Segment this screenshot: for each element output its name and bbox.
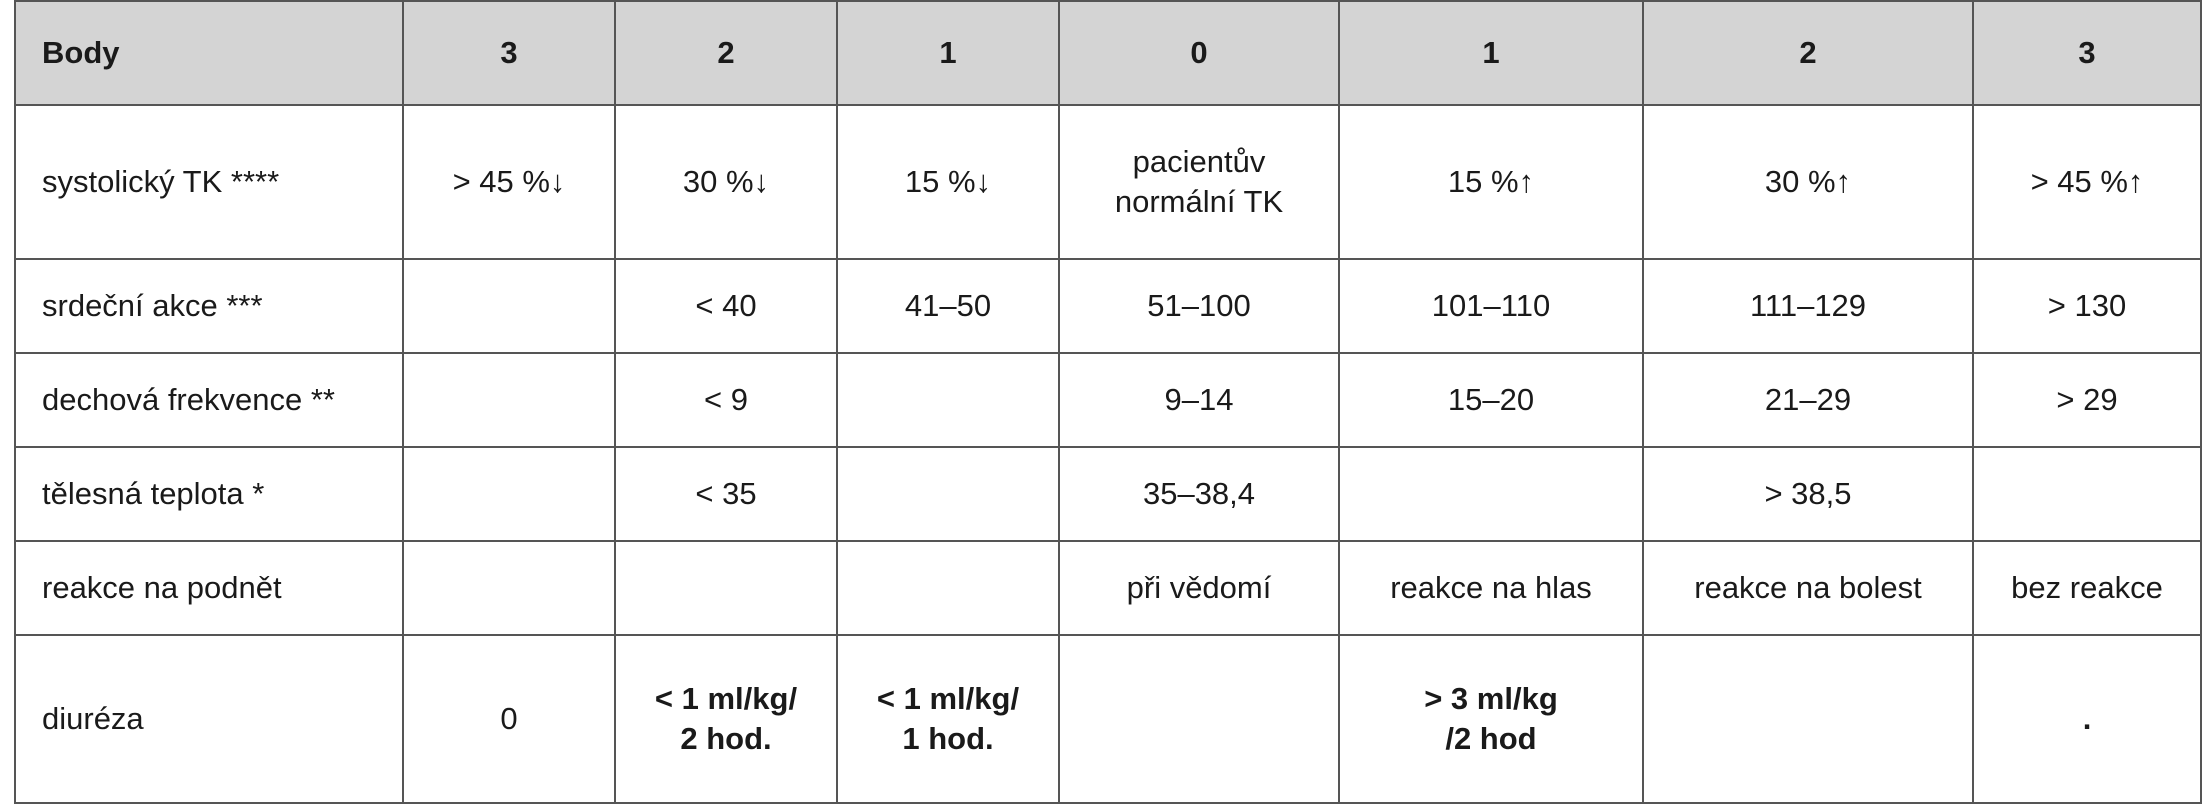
cell-value: 101–110 bbox=[1431, 288, 1551, 323]
header-cell-score: 3 bbox=[1973, 1, 2201, 105]
table-cell bbox=[1643, 105, 1973, 259]
table-row bbox=[15, 105, 2201, 259]
table-cell bbox=[615, 353, 837, 447]
table-cell bbox=[1059, 635, 1339, 803]
row-label: tělesná teplota * bbox=[15, 447, 403, 541]
table-row bbox=[15, 635, 2201, 803]
cell-value: bez reakce bbox=[2011, 570, 2163, 605]
cell-value: 15 %↑ bbox=[1447, 164, 1535, 199]
table-cell bbox=[1059, 259, 1339, 353]
table-cell bbox=[837, 447, 1059, 541]
cell-value: reakce na bolest bbox=[1694, 570, 1922, 605]
table-cell bbox=[403, 353, 615, 447]
cell-value: . bbox=[2082, 701, 2092, 736]
cell-value: > 45 %↓ bbox=[452, 164, 566, 199]
early-warning-score-table bbox=[14, 0, 2202, 804]
table-cell bbox=[403, 541, 615, 635]
cell-value: 111–129 bbox=[1749, 288, 1867, 323]
table-cell bbox=[837, 353, 1059, 447]
table-cell bbox=[1973, 635, 2201, 803]
cell-value: < 1 ml/kg/ 1 hod. bbox=[876, 681, 1020, 756]
table-cell bbox=[1339, 353, 1643, 447]
header-cell-score: 1 bbox=[1339, 1, 1643, 105]
header-cell-score: 2 bbox=[1643, 1, 1973, 105]
row-label: reakce na podnět bbox=[15, 541, 403, 635]
table-cell bbox=[1973, 541, 2201, 635]
header-row bbox=[15, 1, 2201, 105]
cell-value: 30 %↑ bbox=[1764, 164, 1852, 199]
table-cell bbox=[615, 447, 837, 541]
table-row bbox=[15, 259, 2201, 353]
table-cell bbox=[403, 105, 615, 259]
cell-value: > 38,5 bbox=[1764, 476, 1852, 511]
table-cell bbox=[837, 635, 1059, 803]
table-cell bbox=[1059, 447, 1339, 541]
row-label: systolický TK **** bbox=[15, 105, 403, 259]
table-cell bbox=[1339, 447, 1643, 541]
table-cell bbox=[1339, 541, 1643, 635]
table-cell bbox=[1973, 105, 2201, 259]
row-label: dechová frekvence ** bbox=[15, 353, 403, 447]
table-row bbox=[15, 447, 2201, 541]
table-cell bbox=[615, 105, 837, 259]
table-cell bbox=[837, 105, 1059, 259]
cell-value: 15 %↓ bbox=[904, 164, 992, 199]
table-cell bbox=[1339, 259, 1643, 353]
table-cell bbox=[615, 635, 837, 803]
cell-value: > 45 %↑ bbox=[2030, 164, 2144, 199]
header-cell-score: 3 bbox=[403, 1, 615, 105]
table-cell bbox=[1643, 541, 1973, 635]
cell-value: při vědomí bbox=[1126, 570, 1272, 605]
table-cell bbox=[403, 259, 615, 353]
cell-value: 41–50 bbox=[904, 288, 992, 323]
table-cell bbox=[1643, 635, 1973, 803]
table-row bbox=[15, 353, 2201, 447]
table-cell bbox=[1643, 447, 1973, 541]
cell-value: 21–29 bbox=[1764, 382, 1852, 417]
table-cell bbox=[1339, 635, 1643, 803]
row-label: srdeční akce *** bbox=[15, 259, 403, 353]
cell-value: < 35 bbox=[695, 476, 757, 511]
cell-value: 35–38,4 bbox=[1142, 476, 1256, 511]
table-cell bbox=[403, 635, 615, 803]
table-cell bbox=[615, 541, 837, 635]
table-row bbox=[15, 541, 2201, 635]
header-cell-score: 1 bbox=[837, 1, 1059, 105]
table-cell bbox=[1973, 353, 2201, 447]
cell-value: reakce na hlas bbox=[1390, 570, 1592, 605]
table-cell bbox=[837, 541, 1059, 635]
table-cell bbox=[1643, 353, 1973, 447]
table-cell bbox=[1973, 447, 2201, 541]
table-cell bbox=[403, 447, 615, 541]
header-cell-score: 0 bbox=[1059, 1, 1339, 105]
cell-value: < 40 bbox=[695, 288, 757, 323]
cell-value: 0 bbox=[500, 701, 518, 736]
cell-value: > 29 bbox=[2056, 382, 2118, 417]
cell-value: 9–14 bbox=[1164, 382, 1234, 417]
table-cell bbox=[1059, 353, 1339, 447]
cell-value: < 9 bbox=[704, 382, 748, 417]
header-cell-score: 2 bbox=[615, 1, 837, 105]
table-cell bbox=[1973, 259, 2201, 353]
cell-value: 30 %↓ bbox=[682, 164, 770, 199]
cell-value: > 3 ml/kg /2 hod bbox=[1424, 681, 1558, 756]
table-cell bbox=[1059, 105, 1339, 259]
table-cell bbox=[615, 259, 837, 353]
table-cell bbox=[837, 259, 1059, 353]
cell-value: 51–100 bbox=[1147, 288, 1251, 323]
cell-value: pacientův normální TK bbox=[1114, 144, 1284, 219]
header-cell-body: Body bbox=[15, 1, 403, 105]
row-label: diuréza bbox=[15, 635, 403, 803]
table-cell bbox=[1339, 105, 1643, 259]
cell-value: < 1 ml/kg/ 2 hod. bbox=[654, 681, 798, 756]
table-cell bbox=[1643, 259, 1973, 353]
table-cell bbox=[1059, 541, 1339, 635]
cell-value: > 130 bbox=[2047, 288, 2127, 323]
cell-value: 15–20 bbox=[1447, 382, 1535, 417]
